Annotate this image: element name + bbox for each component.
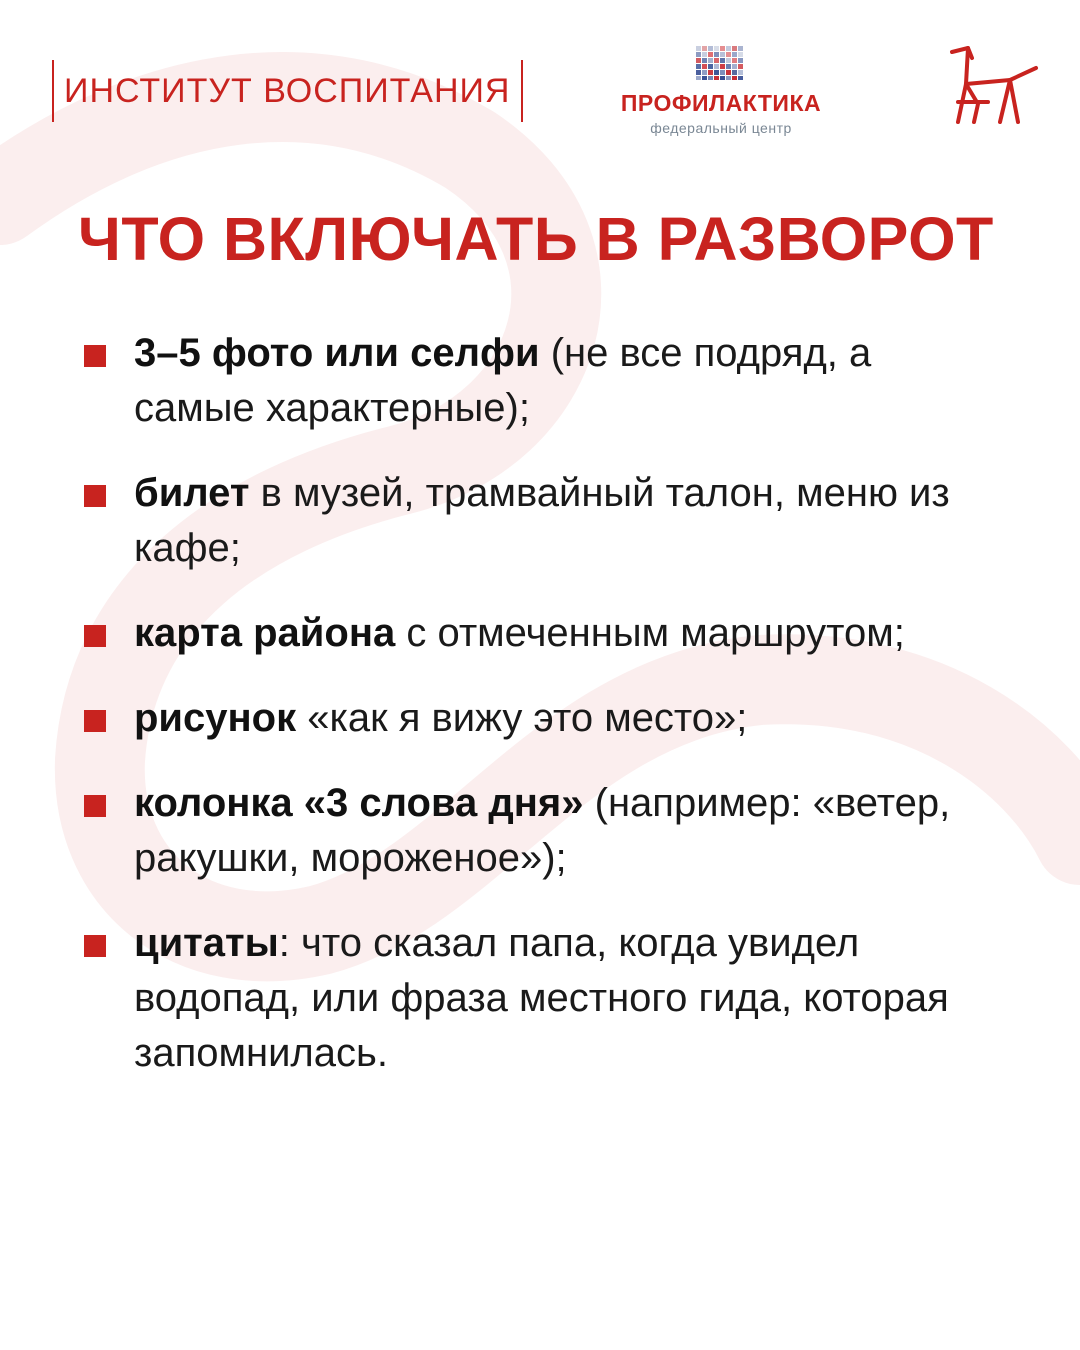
- list-item: [82, 326, 1002, 436]
- list-item: [82, 916, 1002, 1081]
- list-item: [82, 691, 1002, 746]
- item-keyword: рисунок: [134, 696, 297, 740]
- square-bullet-icon: [84, 485, 106, 507]
- item-text: с отмеченным маршрутом;: [395, 611, 905, 655]
- list-item: [82, 606, 1002, 661]
- wooden-horse-icon: [948, 44, 1042, 126]
- item-keyword: карта района: [134, 611, 396, 655]
- logo-right-rule: [521, 60, 523, 122]
- item-text: : что сказал папа, когда увидел водопад, или фраза местного гида, которая запомнилась.: [134, 921, 949, 1075]
- item-keyword: билет: [134, 471, 250, 515]
- item-text: (не все подряд, а самые характерные);: [134, 331, 872, 430]
- partner-subtitle: федеральный центр: [650, 120, 792, 136]
- square-bullet-icon: [84, 710, 106, 732]
- item-keyword: 3–5 фото или селфи: [134, 331, 540, 375]
- square-bullet-icon: [84, 625, 106, 647]
- square-bullet-icon: [84, 795, 106, 817]
- item-keyword: цитаты: [134, 921, 279, 965]
- institute-logo: [52, 60, 523, 122]
- institute-name: ИНСТИТУТ ВОСПИТАНИЯ: [64, 71, 511, 110]
- header: [0, 0, 1080, 160]
- item-text: «как я вижу это место»;: [296, 696, 748, 740]
- headline: ЧТО ВКЛЮЧАТЬ В РАЗВОРОТ: [78, 205, 994, 273]
- mosaic-grid-icon: [696, 46, 746, 80]
- list-item: [82, 466, 1002, 576]
- item-text: (например: «ветер, ракушки, мороженое»);: [134, 781, 951, 880]
- item-keyword: колонка «3 слова дня»: [134, 781, 584, 825]
- checklist: [82, 326, 1002, 1111]
- partner-title: ПРОФИЛАКТИКА: [620, 90, 822, 116]
- partner-logo: [608, 46, 834, 142]
- item-text: в музей, трамвайный талон, меню из кафе;: [134, 471, 950, 570]
- square-bullet-icon: [84, 935, 106, 957]
- square-bullet-icon: [84, 345, 106, 367]
- list-item: [82, 776, 1002, 886]
